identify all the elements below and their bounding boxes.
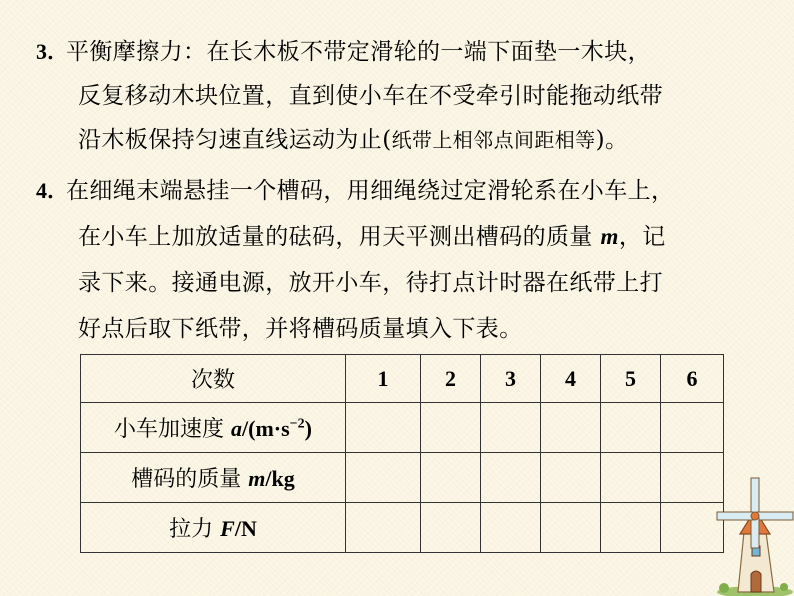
table-cell[interactable] (346, 503, 421, 553)
step-3-line-2: 反复移动木块位置，直到使小车在不受牵引时能拖动纸带 (78, 83, 663, 109)
row-label-unit (242, 416, 312, 441)
row-label-text: 槽码的质量 (131, 467, 249, 492)
windmill-icon (700, 470, 794, 596)
table-cell[interactable] (541, 503, 601, 553)
table-cell[interactable] (346, 453, 421, 503)
table-cell[interactable] (601, 503, 661, 553)
step-4-line-4: 好点后取下纸带，并将槽码质量填入下表。 (78, 316, 523, 342)
table-cell[interactable] (601, 403, 661, 453)
unit-prefix: /(m·s (242, 416, 290, 441)
table-cell[interactable] (421, 503, 481, 553)
step-3-line-3-note: 纸带上相邻点间距相等 (391, 128, 596, 152)
step-3-line-3-end: )。 (595, 127, 629, 153)
table-cell[interactable] (661, 403, 724, 453)
table-row-mass (81, 453, 724, 503)
table-row-force (81, 503, 724, 553)
step-4-line-2-main: 在小车上加放适量的砝码，用天平测出槽码的质量 (78, 224, 601, 250)
record-table (80, 354, 724, 553)
table-header-col-3: 3 (481, 355, 541, 403)
row-label-mass (81, 453, 346, 503)
table-cell[interactable] (541, 403, 601, 453)
step-4-number: 4． (36, 178, 70, 203)
step-4-line-2 (78, 218, 666, 251)
table-cell[interactable] (541, 453, 601, 503)
table-header-col-1: 1 (346, 355, 421, 403)
row-label-variable: m (248, 466, 266, 491)
table-cell[interactable] (481, 403, 541, 453)
step-4-line-2-end: ，记 (618, 224, 666, 250)
table-cell[interactable] (421, 453, 481, 503)
step-4-line-3: 录下来。接通电源，放开小车，待打点计时器在纸带上打 (78, 270, 663, 296)
step-4-variable-m: m (600, 224, 619, 249)
step-3-line-1: 平衡摩擦力：在长木板不带定滑轮的一端下面垫一木块， (66, 39, 651, 65)
row-label-text: 小车加速度 (114, 417, 231, 442)
row-label-force (81, 503, 346, 553)
table-header-col-5: 5 (601, 355, 661, 403)
unit-superscript: −2 (289, 416, 305, 432)
table-header-label: 次数 (81, 355, 346, 403)
unit-suffix: ) (304, 416, 312, 441)
step-3-line-3-main: 沿木板保持匀速直线运动为止( (78, 127, 392, 153)
table-header-col-6: 6 (661, 355, 724, 403)
row-label-unit: /N (234, 516, 257, 541)
table-header-col-4: 4 (541, 355, 601, 403)
step-3-number: 3． (36, 39, 70, 64)
row-label-acceleration (81, 403, 346, 453)
row-label-variable: a (231, 416, 242, 441)
step-4-line-1: 在细绳末端悬挂一个槽码，用细绳绕过定滑轮系在小车上， (66, 178, 675, 204)
table-cell[interactable] (481, 503, 541, 553)
table-cell[interactable] (421, 403, 481, 453)
table-cell[interactable] (601, 453, 661, 503)
table-header-row (81, 355, 724, 403)
table-row-acceleration (81, 403, 724, 453)
row-label-text: 拉力 (169, 517, 221, 542)
table-cell[interactable] (481, 453, 541, 503)
row-label-unit: /kg (265, 466, 295, 491)
table-header-col-2: 2 (421, 355, 481, 403)
step-3-line-3 (78, 121, 628, 154)
row-label-variable: F (220, 516, 235, 541)
table-cell[interactable] (346, 403, 421, 453)
